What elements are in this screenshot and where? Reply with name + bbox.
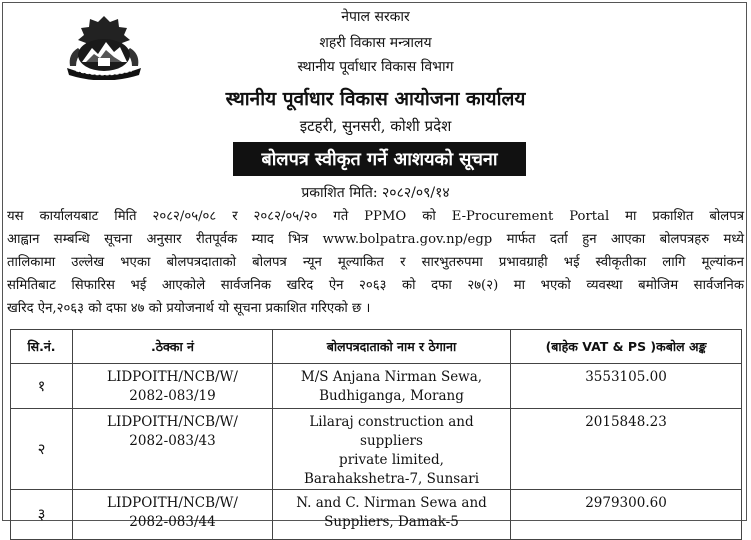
bidder-line: Budhiganga, Morang [319,388,464,404]
contract-cell [73,409,273,490]
bidder-line: M/S Anjana Nirman Sewa, [300,369,483,385]
bidder-cell [273,364,511,409]
bidder-cell [273,490,511,540]
header-bidder: बोलपत्रदाताको नाम र ठेगाना [273,330,511,364]
header-amount: (बाहेक VAT & PS )कबोल अङ्क [511,330,742,364]
table-row [11,490,742,540]
notice-body-line: खरिद ऐन,२०६३ को दफा ४७ को प्रयोजनार्थ यो सूचना प्रकाशित गरिएको छ । [7,301,371,316]
contract-line: 2082-083/43 [129,433,216,449]
table-row [11,409,742,490]
header-serial: सि.नं. [11,330,73,364]
office-name: स्थानीय पूर्वाधार विकास आयोजना कार्यालय [225,88,526,110]
notice-body-line: समितिबाट सिफारिस भई आएकोले सार्वजनिक खरिद ऐन २०६३ को दफा २७(२) मा भएको व्यवस्था बमोजिम सार्वजनिक [7,278,744,293]
serial-cell: ३ [11,490,73,540]
notice-body-line: यस कार्यालयबाट मिति २०८२/०५/०८ र २०८२/०५/२० गते PPMO को E-Procurement Portal मा प्रकाशित बोलपत्र [7,209,744,224]
bidder-line: N. and C. Nirman Sewa and [296,495,487,511]
notice-body-line: तालिकामा उल्लेख भएका बोलपत्रदाताको बोलपत्र न्यून मूल्याकित र सारभुतरुपमा प्रभावग्राही भई स्वीकृतीका लागि मूल्यांकन [7,255,744,270]
table-header-row [11,330,742,364]
notice-title-banner [233,142,526,176]
table-row [11,364,742,409]
header-line-2: शहरी विकास मन्त्रालय [319,35,432,51]
amount-cell: 3553105.00 [511,364,742,409]
amount-cell: 2015848.23 [511,409,742,490]
header-line-3: स्थानीय पूर्वाधार विकास विभाग [297,59,454,75]
serial-cell: १ [11,364,73,409]
office-address: इटहरी, सुनसरी, कोशी प्रदेश [299,117,452,135]
bidder-line: Lilaraj construction and suppliers [309,414,474,449]
bidder-cell [273,409,511,490]
bidder-line: Barahakshetra-7, Sunsari [303,471,480,487]
header-line-1: नेपाल सरकार [341,9,410,25]
contract-line: 2082-083/44 [129,514,216,530]
contract-cell [73,490,273,540]
notice-body [7,205,744,320]
contract-line: LIDPOITH/NCB/W/ [107,369,238,385]
awarded-bids-table [10,329,742,540]
notice-body-line: आह्वान सम्बन्धि सूचना अनुसार रीतपूर्वक म्याद भित्र www.bolpatra.gov.np/egp मार्फत दर्ता हुन आएका बोलपत्रहरु मध्ये [7,232,744,247]
contract-cell [73,364,273,409]
published-date: प्रकाशित मिति: २०८२/०९/१४ [301,185,450,201]
bidder-line: private limited, [339,452,444,468]
amount-cell: 2979300.60 [511,490,742,540]
header-contract-no: .ठेक्का नं [73,330,273,364]
contract-line: LIDPOITH/NCB/W/ [107,414,238,430]
contract-line: LIDPOITH/NCB/W/ [107,495,238,511]
bidder-line: Suppliers, Damak-5 [324,514,459,530]
serial-cell: २ [11,409,73,490]
notice-title: बोलपत्र स्वीकृत गर्ने आशयको सूचना [261,149,498,170]
contract-line: 2082-083/19 [129,388,216,404]
